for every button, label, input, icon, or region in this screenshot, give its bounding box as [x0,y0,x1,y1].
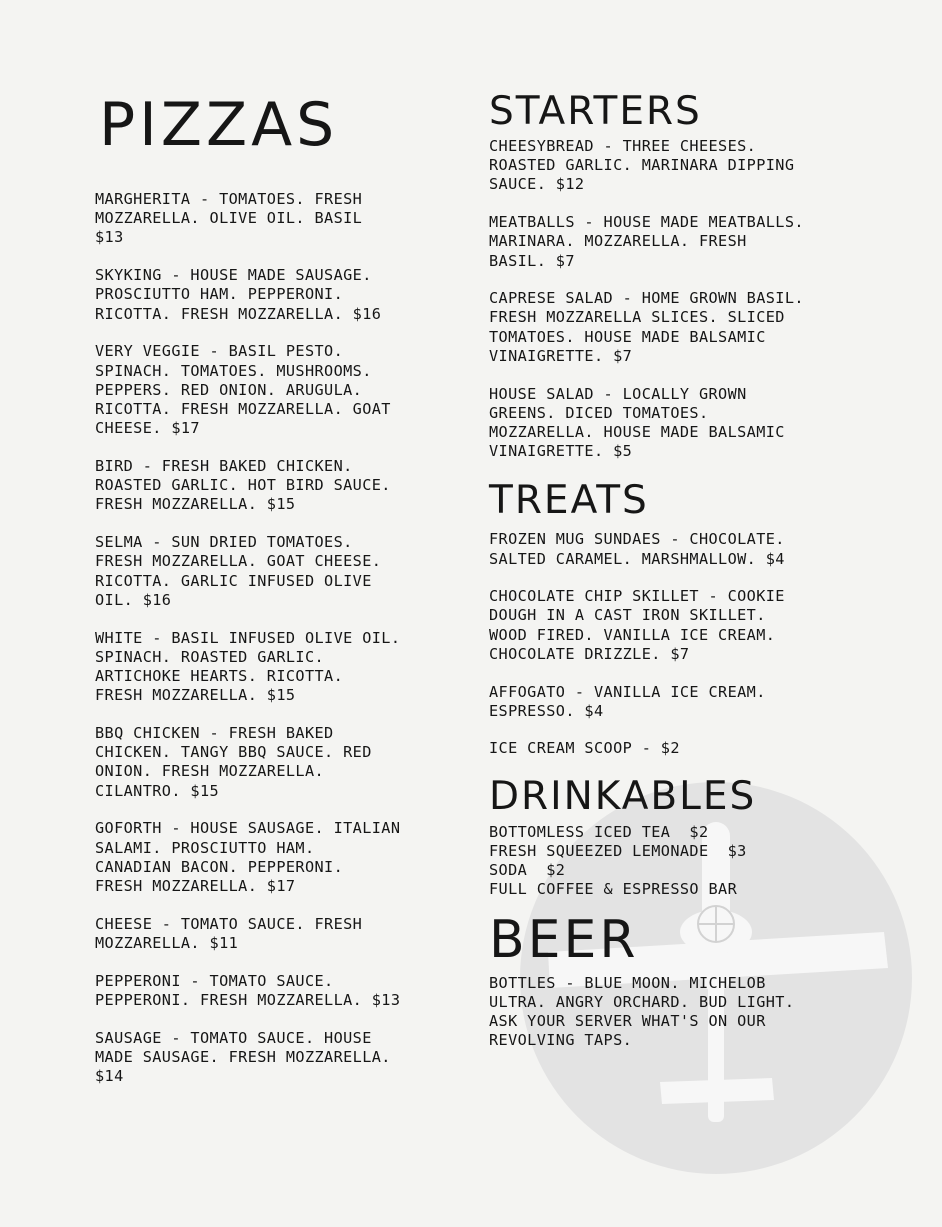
right-column [489,89,909,1069]
drink-coffee-bar: FULL COFFEE & ESPRESSO BAR [489,880,738,899]
menu-item-ice-cream-scoop: ICE CREAM SCOOP - $2 [489,739,680,758]
starters-heading: STARTERS [489,89,702,134]
menu-item-sausage: SAUSAGE - TOMATO SAUCE. HOUSE MADE SAUSAGE. FRESH MOZZARELLA. $14 [95,1028,391,1086]
menu-item-selma: SELMA - SUN DRIED TOMATOES. FRESH MOZZARELLA. GOAT CHEESE. RICOTTA. GARLIC INFUSED OLIVE OIL. $16 [95,533,382,609]
menu-item-affogato: AFFOGATO - VANILLA ICE CREAM. ESPRESSO. $4 [489,682,766,720]
menu-item-caprese-salad: CAPRESE SALAD - HOME GROWN BASIL. FRESH MOZZARELLA SLICES. SLICED TOMATOES. HOUSE MADE BALSAMIC VINAIGRETTE. $7 [489,289,804,365]
drinkables-heading: DRINKABLES [489,774,757,820]
menu-item-very-veggie: VERY VEGGIE - BASIL PESTO. SPINACH. TOMATOES. MUSHROOMS. PEPPERS. RED ONION. ARUGULA. RICOTTA. FRESH MOZZARELLA. GOAT CHEESE. $17 [95,342,391,438]
menu-item-house-salad: HOUSE SALAD - LOCALLY GROWN GREENS. DICED TOMATOES. MOZZARELLA. HOUSE MADE BALSAMIC VINAIGRETTE. $5 [489,384,785,461]
beer-description: BOTTLES - BLUE MOON. MICHELOB ULTRA. ANGRY ORCHARD. BUD LIGHT. ASK YOUR SERVER WHAT'S ON OUR REVOLVING TAPS. [489,973,795,1050]
drink-iced-tea: BOTTOMLESS ICED TEA $2 [489,823,709,842]
treats-heading: TREATS [489,478,649,524]
menu-item-cheese: CHEESE - TOMATO SAUCE. FRESH MOZZARELLA. $11 [95,914,363,953]
drinkables-list [489,823,909,899]
menu-item-bird: BIRD - FRESH BAKED CHICKEN. ROASTED GARLIC. HOT BIRD SAUCE. FRESH MOZZARELLA. $15 [95,457,391,514]
pizzas-section [95,90,475,1105]
menu-item-skyking: SKYKING - HOUSE MADE SAUSAGE. PROSCIUTTO HAM. PEPPERONI. RICOTTA. FRESH MOZZARELLA. $16 [95,266,382,323]
menu-item-goforth: GOFORTH - HOUSE SAUSAGE. ITALIAN SALAMI. PROSCIUTTO HAM. CANADIAN BACON. PEPPERONI. FRESH MOZZARELLA. $17 [95,819,401,896]
menu-item-pepperoni: PEPPERONI - TOMATO SAUCE. PEPPERONI. FRESH MOZZARELLA. $13 [95,971,401,1010]
menu-item-chocolate-chip-skillet: CHOCOLATE CHIP SKILLET - COOKIE DOUGH IN A CAST IRON SKILLET. WOOD FIRED. VANILLA ICE CREAM. CHOCOLATE DRIZZLE. $7 [489,587,785,663]
menu-item-bbq-chicken: BBQ CHICKEN - FRESH BAKED CHICKEN. TANGY BBQ SAUCE. RED ONION. FRESH MOZZARELLA. CILANTRO. $15 [95,724,372,800]
menu-item-frozen-mug-sundaes: FROZEN MUG SUNDAES - CHOCOLATE. SALTED CARAMEL. MARSHMALLOW. $4 [489,530,785,568]
drink-lemonade: FRESH SQUEEZED LEMONADE $3 [489,842,747,861]
menu-item-margherita: MARGHERITA - TOMATOES. FRESH MOZZARELLA. OLIVE OIL. BASIL $13 [95,190,363,247]
menu-item-meatballs: MEATBALLS - HOUSE MADE MEATBALLS. MARINARA. MOZZARELLA. FRESH BASIL. $7 [489,213,804,270]
pizzas-heading: PIZZAS [99,90,339,160]
menu-item-cheesybread: CHEESYBREAD - THREE CHEESES. ROASTED GARLIC. MARINARA DIPPING SAUCE. $12 [489,137,795,194]
beer-heading: BEER [489,909,639,970]
drink-soda: SODA $2 [489,861,566,880]
menu-item-white: WHITE - BASIL INFUSED OLIVE OIL. SPINACH. ROASTED GARLIC. ARTICHOKE HEARTS. RICOTTA. FRESH MOZZARELLA. $15 [95,628,401,705]
